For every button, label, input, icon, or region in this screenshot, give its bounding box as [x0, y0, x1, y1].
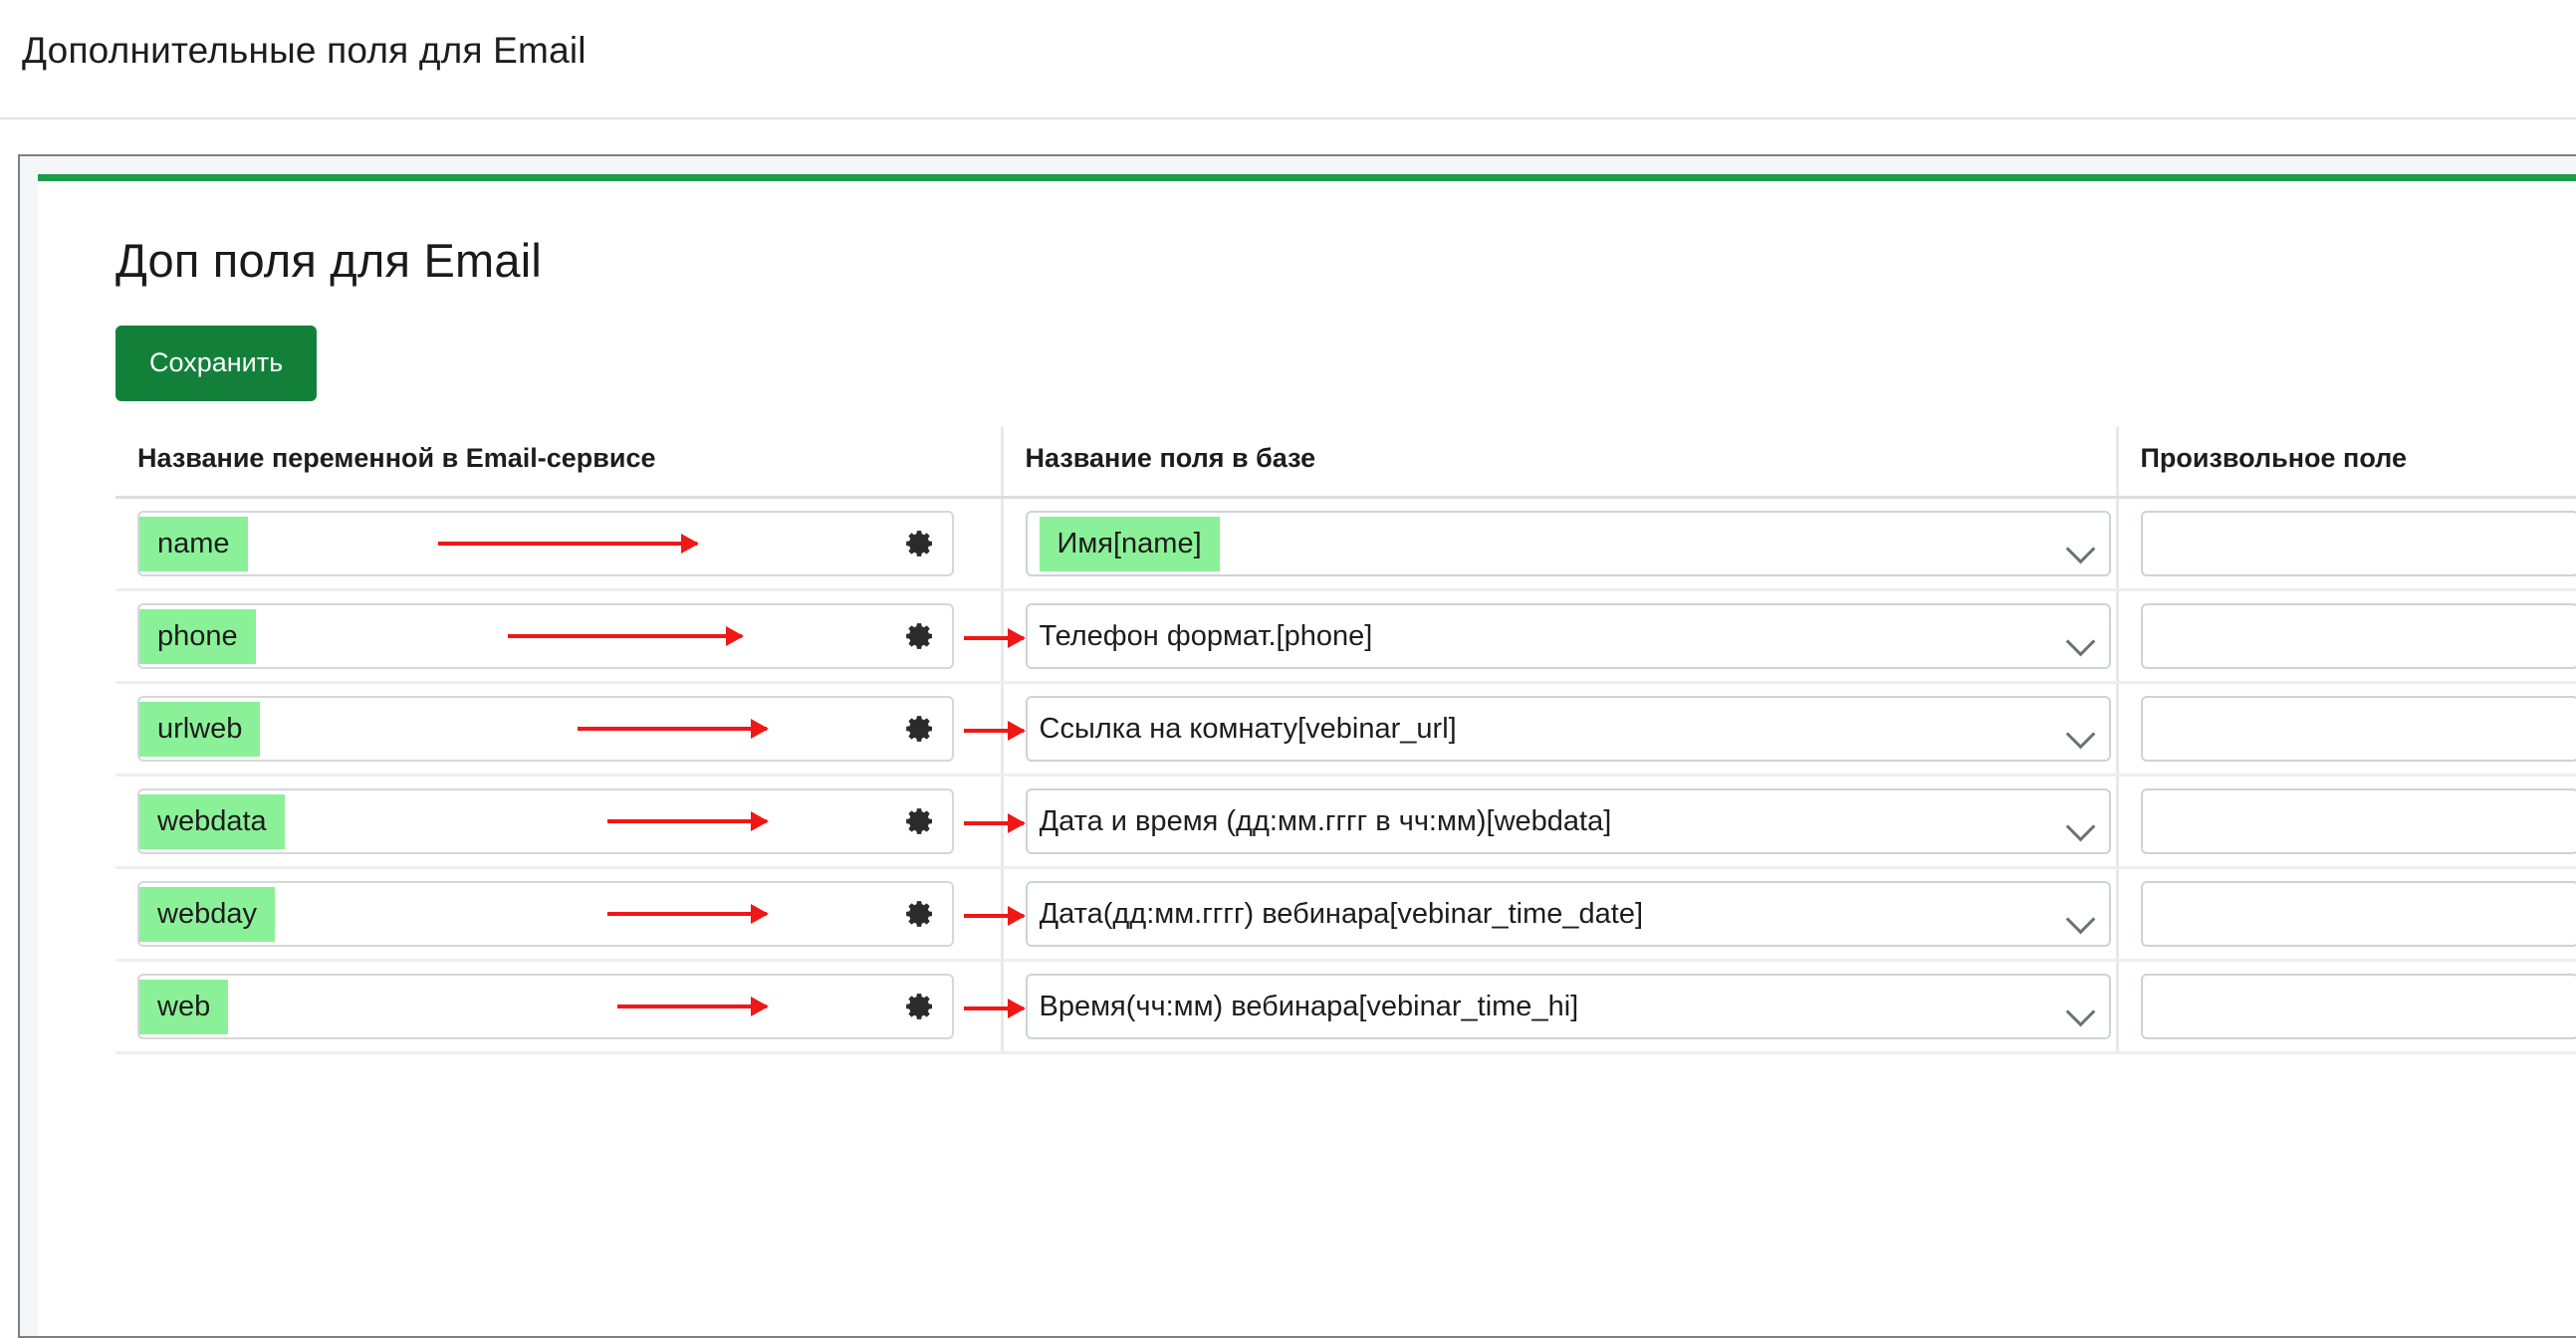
variable-name-field[interactable]	[137, 511, 954, 576]
variable-cell	[116, 961, 1002, 1053]
db-field-cell	[1002, 961, 2117, 1053]
gear-icon[interactable]	[904, 991, 936, 1022]
custom-field-cell	[2117, 868, 2576, 961]
page-header	[0, 0, 2576, 119]
chevron-down-icon[interactable]	[2065, 812, 2095, 842]
table-row	[116, 961, 2576, 1053]
extra-fields-table	[116, 427, 2576, 1054]
table-row	[116, 683, 2576, 776]
table-row	[116, 590, 2576, 683]
variable-cell	[116, 683, 1002, 776]
db-field-value: Время(чч:мм) вебинара[vebinar_time_hi]	[1040, 991, 1579, 1023]
custom-field-cell	[2117, 776, 2576, 868]
db-field-value: Дата и время (дд:мм.гггг в чч:мм)[webdata]	[1040, 805, 1612, 838]
chevron-down-icon[interactable]	[2065, 905, 2095, 935]
db-field-cell	[1002, 498, 2117, 590]
settings-card	[38, 174, 2576, 1336]
custom-field-cell	[2117, 683, 2576, 776]
variable-name-field[interactable]	[137, 788, 954, 854]
db-field-select[interactable]	[1026, 974, 2111, 1039]
annotation-arrow	[617, 1004, 767, 1008]
custom-field-input[interactable]	[2141, 696, 2576, 762]
page-title: Дополнительные поля для Email	[22, 30, 2576, 72]
card-title: Доп поля для Email	[116, 233, 2576, 288]
variable-name-value: web	[139, 980, 228, 1034]
custom-field-input[interactable]	[2141, 511, 2576, 576]
table-row	[116, 868, 2576, 961]
db-field-select[interactable]	[1026, 696, 2111, 762]
db-field-select[interactable]	[1026, 603, 2111, 669]
custom-field-input[interactable]	[2141, 788, 2576, 854]
gear-icon[interactable]	[904, 898, 936, 930]
db-field-cell	[1002, 683, 2117, 776]
db-field-value: Ссылка на комнату[vebinar_url]	[1040, 713, 1457, 746]
annotation-arrow	[607, 819, 767, 823]
db-field-cell	[1002, 868, 2117, 961]
variable-name-field[interactable]	[137, 603, 954, 669]
content-panel-frame	[18, 154, 2576, 1338]
table-row	[116, 776, 2576, 868]
chevron-down-icon[interactable]	[2065, 998, 2095, 1027]
db-field-cell	[1002, 590, 2117, 683]
annotation-arrow	[508, 634, 742, 638]
annotation-arrow	[964, 1006, 1024, 1010]
variable-name-value: urlweb	[139, 702, 260, 757]
save-button[interactable]: Сохранить	[116, 326, 317, 401]
chevron-down-icon[interactable]	[2065, 627, 2095, 657]
variable-name-field[interactable]	[137, 881, 954, 947]
custom-field-input[interactable]	[2141, 974, 2576, 1039]
annotation-arrow	[578, 727, 767, 731]
annotation-arrow	[438, 542, 697, 546]
variable-name-value: name	[139, 517, 248, 571]
variable-name-value: webdata	[139, 794, 285, 849]
custom-field-cell	[2117, 498, 2576, 590]
variable-name-field[interactable]	[137, 696, 954, 762]
gear-icon[interactable]	[904, 805, 936, 837]
db-field-value: Имя[name]	[1040, 517, 1220, 571]
gear-icon[interactable]	[904, 528, 936, 559]
annotation-arrow	[964, 821, 1024, 825]
variable-cell	[116, 776, 1002, 868]
table-row	[116, 498, 2576, 590]
db-field-select[interactable]	[1026, 511, 2111, 576]
annotation-arrow	[607, 912, 767, 916]
variable-name-value: webday	[139, 887, 275, 942]
db-field-cell	[1002, 776, 2117, 868]
variable-name-value: phone	[139, 609, 256, 664]
annotation-arrow	[964, 636, 1024, 640]
db-field-select[interactable]	[1026, 788, 2111, 854]
table-header-row	[116, 427, 2576, 498]
variable-cell	[116, 868, 1002, 961]
table-body	[116, 498, 2576, 1053]
gear-icon[interactable]	[904, 713, 936, 745]
column-header-custom-field: Произвольное поле	[2117, 427, 2576, 498]
custom-field-cell	[2117, 590, 2576, 683]
gear-icon[interactable]	[904, 620, 936, 652]
db-field-value: Телефон формат.[phone]	[1040, 620, 1373, 653]
db-field-value: Дата(дд:мм.гггг) вебинара[vebinar_time_date]	[1040, 898, 1644, 931]
custom-field-input[interactable]	[2141, 881, 2576, 947]
variable-cell	[116, 590, 1002, 683]
custom-field-cell	[2117, 961, 2576, 1053]
column-header-db-field: Название поля в базе	[1002, 427, 2117, 498]
column-header-variable: Название переменной в Email-сервисе	[116, 427, 1002, 498]
chevron-down-icon[interactable]	[2065, 720, 2095, 750]
variable-cell	[116, 498, 1002, 590]
annotation-arrow	[964, 729, 1024, 733]
annotation-arrow	[964, 914, 1024, 918]
custom-field-input[interactable]	[2141, 603, 2576, 669]
chevron-down-icon[interactable]	[2065, 535, 2095, 564]
db-field-select[interactable]	[1026, 881, 2111, 947]
variable-name-field[interactable]	[137, 974, 954, 1039]
